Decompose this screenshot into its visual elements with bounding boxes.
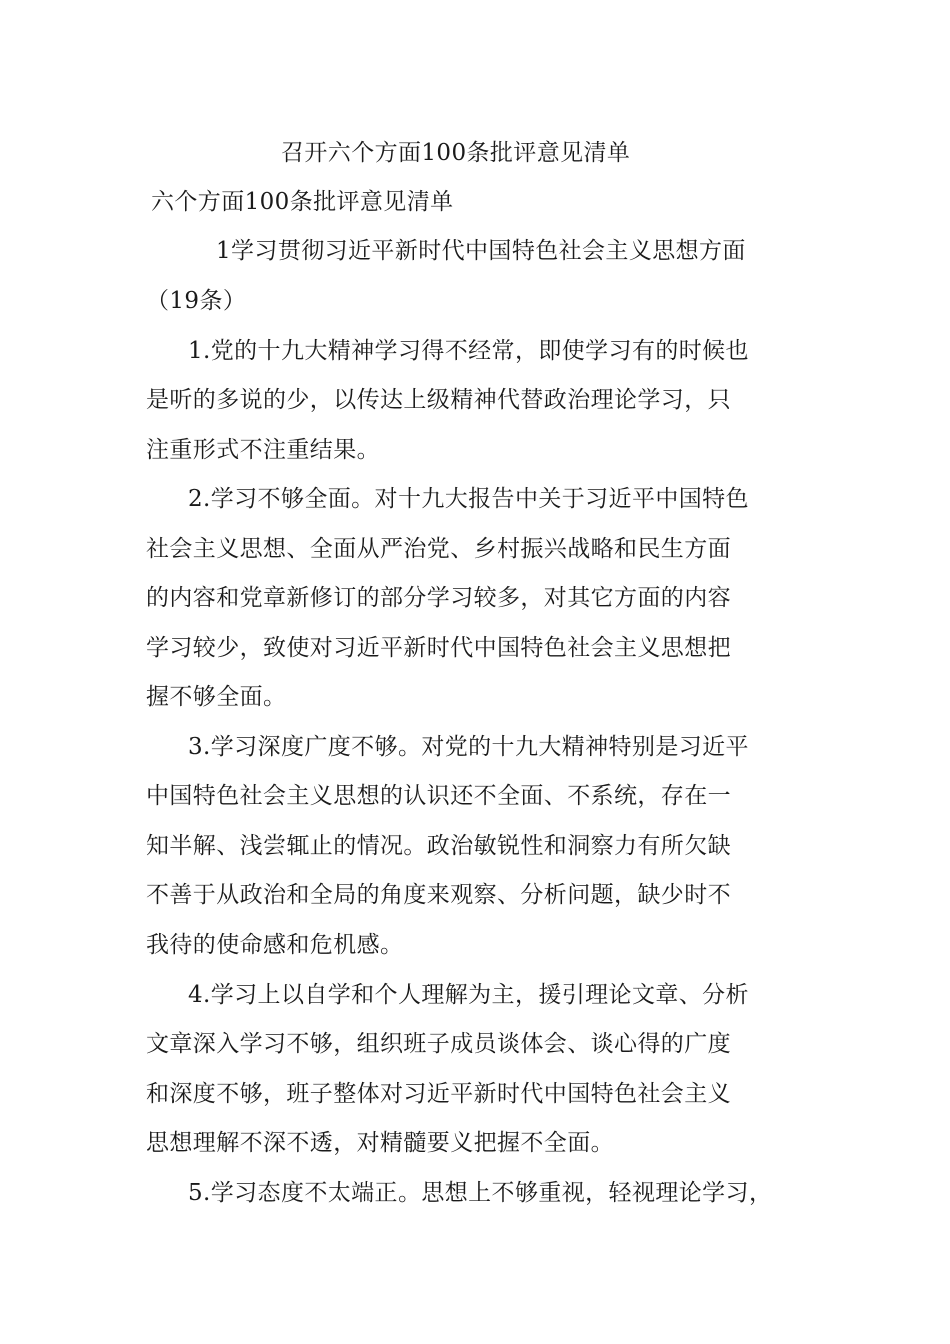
paragraph-line: 中国特色社会主义思想的认识还不全面、不系统，存在一 [146,783,731,809]
document-subtitle: 六个方面100条批评意见清单 [151,189,454,215]
paragraph-line: 2.学习不够全面。对十九大报告中关于习近平中国特色 [188,486,749,512]
section-heading-line: 1学习贯彻习近平新时代中国特色社会主义思想方面 [216,238,746,264]
paragraph-line: 的内容和党章新修订的部分学习较多，对其它方面的内容 [146,585,731,611]
document-title: 召开六个方面100条批评意见清单 [281,140,631,166]
paragraph-line: 我待的使命感和危机感。 [146,932,404,958]
paragraph-line: 学习较少，致使对习近平新时代中国特色社会主义思想把 [146,635,731,661]
paragraph-line: 注重形式不注重结果。 [146,437,380,463]
paragraph-line: 1.党的十九大精神学习得不经常，即使学习有的时候也 [188,338,749,364]
paragraph-line: 5.学习态度不太端正。思想上不够重视，轻视理论学习， [188,1180,773,1206]
paragraph-line: 文章深入学习不够，组织班子成员谈体会、谈心得的广度 [146,1031,731,1057]
section-heading-line: （19条） [146,288,247,314]
paragraph-line: 是听的多说的少，以传达上级精神代替政治理论学习，只 [146,387,731,413]
paragraph-line: 不善于从政治和全局的角度来观察、分析问题，缺少时不 [146,882,731,908]
paragraph-line: 4.学习上以自学和个人理解为主，援引理论文章、分析 [188,982,749,1008]
paragraph-line: 知半解、浅尝辄止的情况。政治敏锐性和洞察力有所欠缺 [146,833,731,859]
paragraph-line: 思想理解不深不透，对精髓要义把握不全面。 [146,1130,614,1156]
paragraph-line: 3.学习深度广度不够。对党的十九大精神特别是习近平 [188,734,749,760]
paragraph-line: 和深度不够，班子整体对习近平新时代中国特色社会主义 [146,1081,731,1107]
paragraph-line: 社会主义思想、全面从严治党、乡村振兴战略和民生方面 [146,536,731,562]
paragraph-line: 握不够全面。 [146,684,287,710]
